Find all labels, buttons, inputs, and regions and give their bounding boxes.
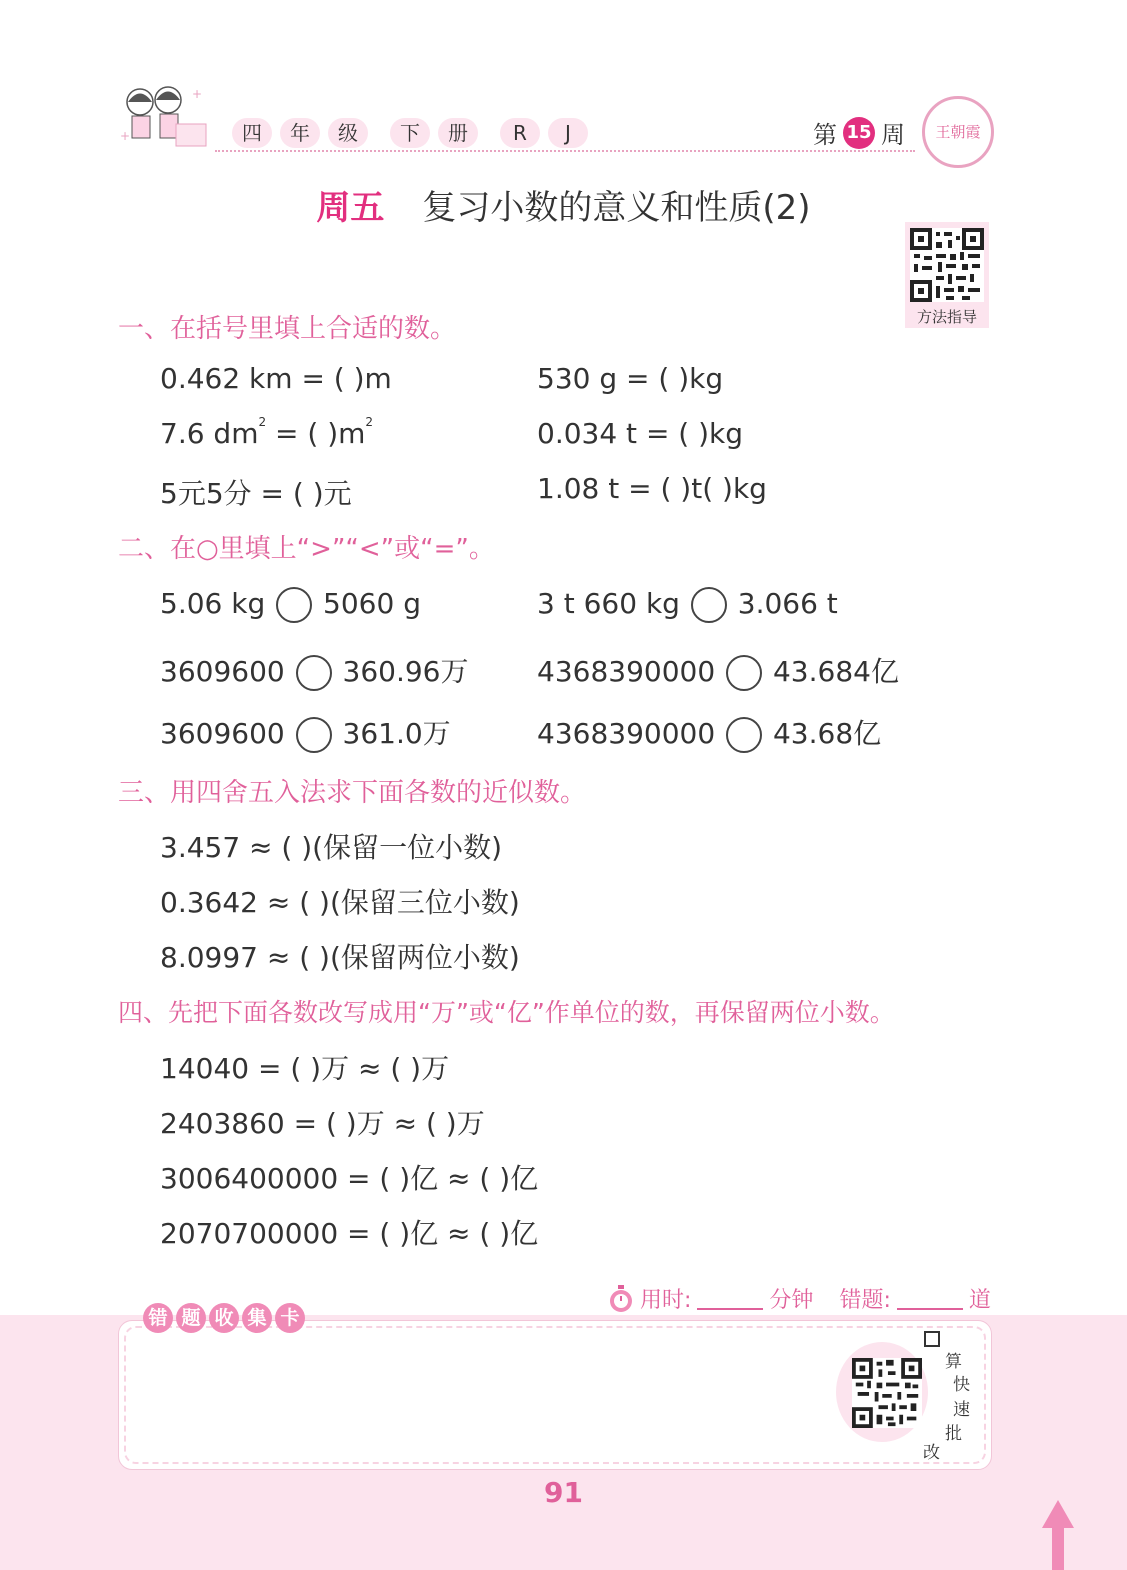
grade-char: R [500,118,540,148]
grade-char: 年 [280,118,320,148]
card-title [143,1303,305,1333]
compare-item [160,650,469,691]
compare-right: 360.96万 [342,655,469,688]
checkbox-icon[interactable] [924,1331,940,1347]
compare-right: 43.68亿 [772,717,882,750]
card-title-char: 题 [176,1303,206,1333]
exercise-item: 3006400000 = ( )亿 ≈ ( )亿 [160,1162,539,1195]
time-tracker [608,1283,991,1314]
card-title-char: 卡 [275,1303,305,1333]
grade-label [232,117,588,149]
exercise-item: 0.462 km = ( )m [160,362,392,395]
week-number-badge: 15 [843,117,875,149]
side-char: 改 [923,1443,940,1463]
compare-left: 3609600 [160,655,285,688]
compare-left: 4368390000 [537,655,716,688]
time-label: 用时: [640,1288,692,1313]
side-char: 算 [945,1352,962,1372]
exercise-item: 530 g = ( )kg [537,362,724,395]
error-blank[interactable] [897,1288,963,1310]
section-heading: 三、用四舍五入法求下面各数的近似数。 [118,778,587,808]
section-heading: 一、在括号里填上合适的数。 [118,314,457,344]
compare-item [537,587,838,623]
section-heading: 二、在○里填上“>”“<”或“=”。 [118,534,495,564]
exercise-text: = ( )m [266,417,366,450]
grade-char: 四 [232,118,272,148]
grade-char: 下 [390,118,430,148]
grade-char: 册 [438,118,478,148]
compare-left: 5.06 kg [160,587,266,620]
error-label: 错题: [839,1288,891,1313]
compare-left: 3 t 660 kg [537,587,680,620]
time-blank[interactable] [697,1288,763,1310]
grade-char: 级 [328,118,368,148]
exercise-item: 1.08 t = ( )t( )kg [537,472,767,505]
svg-text:+: + [120,129,131,143]
qr-code-icon[interactable] [852,1358,922,1428]
author-stamp-logo: 王朝霞 [922,96,994,168]
side-char: 快 [953,1375,970,1395]
compare-right: 361.0万 [342,717,451,750]
side-char: 批 [945,1424,962,1444]
side-char: 速 [953,1400,970,1420]
compare-item [160,587,421,623]
qr-code-icon[interactable] [910,228,984,302]
children-illustration [118,80,213,155]
compare-item [160,712,451,753]
card-title-char: 收 [209,1303,239,1333]
time-unit: 分钟 [769,1288,814,1313]
stopwatch-icon [608,1285,634,1313]
compare-left: 3609600 [160,717,285,750]
exercise-item: 8.0997 ≈ ( )(保留两位小数) [160,941,520,974]
answer-circle[interactable] [691,587,727,623]
week-suffix: 周 [881,121,905,149]
week-prefix: 第 [813,121,837,149]
answer-circle[interactable] [726,717,762,753]
answer-circle[interactable] [296,717,332,753]
error-unit: 道 [968,1288,991,1313]
exercise-item: 2070700000 = ( )亿 ≈ ( )亿 [160,1217,539,1250]
answer-circle[interactable] [276,587,312,623]
exercise-item: 3.457 ≈ ( )(保留一位小数) [160,831,503,864]
qr-label: 方法指导 [916,308,977,326]
exercise-item: 0.3642 ≈ ( )(保留三位小数) [160,886,520,919]
title-day: 周五 [316,188,385,228]
arrow-up-icon [1040,1500,1076,1570]
exercise-item: 7.6 $dm^2$ = ( )$m^2$ [160,415,374,450]
compare-right: 5060 g [323,587,421,620]
grade-char: J [548,118,588,148]
week-label [813,115,905,150]
section-heading: 四、先把下面各数改写成用“万”或“亿”作单位的数，再保留两位小数。 [118,998,895,1027]
exercise-item: 2403860 = ( )万 ≈ ( )万 [160,1107,485,1140]
exercise-item: 0.034 t = ( )kg [537,417,744,450]
exercise-item: 5元5分 = ( )元 [160,477,352,510]
answer-circle[interactable] [296,655,332,691]
compare-item [537,712,881,753]
card-title-char: 集 [242,1303,272,1333]
title-text: 复习小数的意义和性质(2) [422,188,811,228]
answer-circle[interactable] [726,655,762,691]
exercise-text: 7.6 dm [160,417,259,450]
compare-right: 3.066 t [737,587,838,620]
header-divider [215,150,915,152]
compare-item [537,650,899,691]
card-title-char: 错 [143,1303,173,1333]
exercise-item: 14040 = ( )万 ≈ ( )万 [160,1052,450,1085]
page-number: 91 [544,1476,583,1509]
compare-right: 43.684亿 [772,655,899,688]
svg-text:+: + [192,87,203,101]
compare-left: 4368390000 [537,717,716,750]
